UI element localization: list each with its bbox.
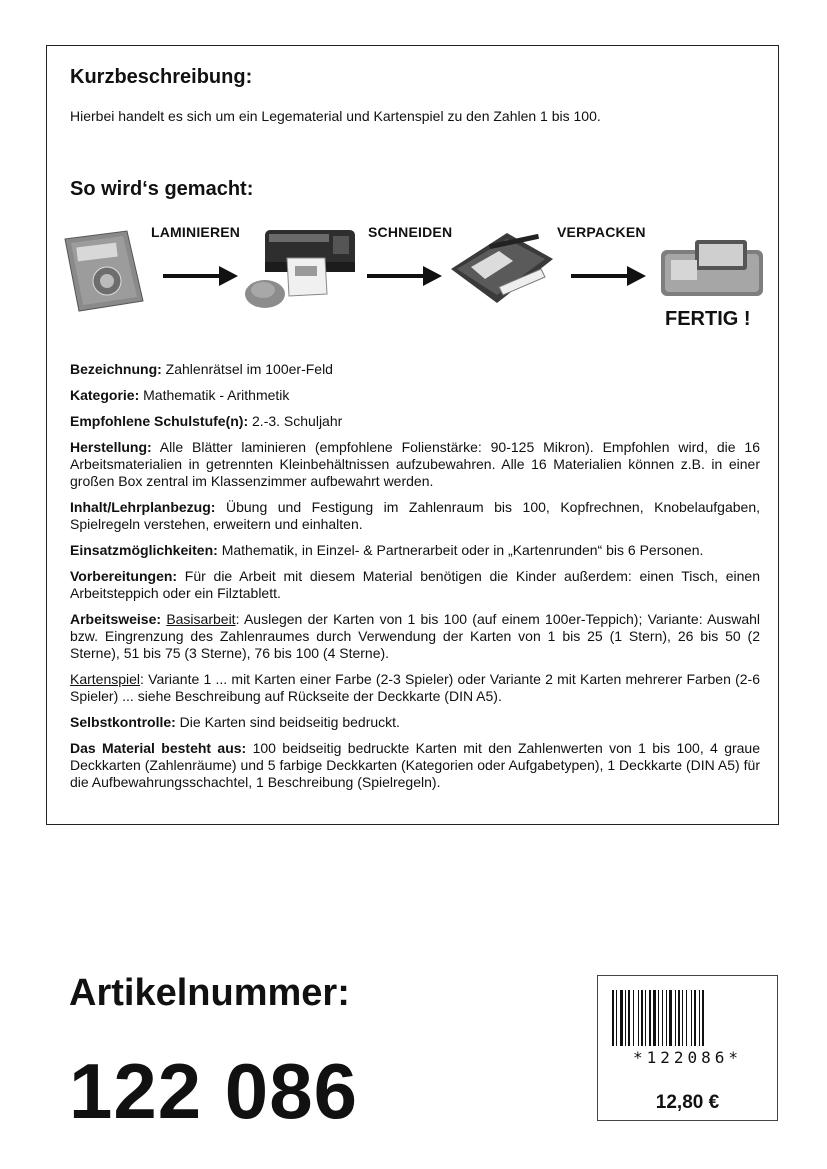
laminator-image [243, 224, 359, 310]
step-cut-label: SCHNEIDEN [368, 224, 453, 240]
arrow-right-icon [163, 265, 239, 287]
detail-grade-level: Empfohlene Schulstufe(n): 2.-3. Schuljahr [70, 413, 343, 429]
step-laminate-label: LAMINIEREN [151, 224, 241, 240]
arrow-right-icon [367, 265, 443, 287]
heading-short-description: Kurzbeschreibung: [70, 66, 253, 88]
detail-designation: Bezeichnung: Zahlenrätsel im 100er-Feld [70, 361, 333, 377]
info-frame [46, 45, 779, 825]
barcode-label [597, 975, 778, 1121]
detail-card-game: Kartenspiel: Variante 1 ... mit Karten einer Farbe (2-3 Spieler) oder Variante 2 mit Karten mehrerer Farben (2-6 Spieler) ... siehe Beschreibung auf Rückseite der Deckkarte (DIN A5). [70, 671, 760, 704]
detail-self-check: Selbstkontrolle: Die Karten sind beidseitig bedruckt. [70, 714, 400, 730]
detail-material-contents: Das Material besteht aus: 100 beidseitig bedruckte Karten mit den Zahlenwerten von 1 bis 100, 4 graue Deckkarten (Zahlenräume) und 5 farbige Deckkarten (Kategorien oder Aufgabetypen), 1 Deckkarte (DIN A5) für die Aufbewahrungsschachtel, 1 Beschreibung (Spielregeln). [70, 740, 761, 790]
detail-use-cases: Einsatzmöglichkeiten: Mathematik, in Einzel- & Partnerarbeit oder in „Kartenrunden“ bis 6 Personen. [70, 542, 704, 558]
arrow-right-icon [571, 265, 647, 287]
step-pack-label: VERPACKEN [557, 224, 646, 240]
heading-how-to: So wird‘s gemacht: [70, 178, 254, 200]
barcode-icon [612, 990, 764, 1046]
paper-cutter-image [449, 229, 555, 305]
details-section [70, 361, 760, 800]
article-number: 122 086 [69, 1047, 358, 1135]
booklet-image [63, 229, 145, 313]
detail-category: Kategorie: Mathematik - Arithmetik [70, 387, 290, 403]
detail-working-method: Arbeitsweise: Basisarbeit: Auslegen der Karten von 1 bis 100 (auf einem 100er-Teppich); Variante: Auswahl bzw. Eingrenzung des Zahlenraumes durch Verwendung der Karten von 1 bis 25 (1 Stern), 26 bis 50 (2 Sterne), 51 bis 75 (3 Sterne), 76 bis 100 (4 Sterne). [70, 611, 761, 661]
detail-production: Herstellung: Alle Blätter laminieren (empfohlene Folienstärke: 90-125 Mikron). Empfohlen wird, die 16 Arbeitsmaterialien in getrennten Kleinbehältnissen aufzubewahren. Alle 16 Materialien können z.B. in einer großen Box zentral im Klassenzimmer aufbewahrt werden. [70, 439, 760, 489]
detail-preparation: Vorbereitungen: Für die Arbeit mit diesem Material benötigen die Kinder außerdem: einen Tisch, einen Arbeitsteppich oder ein Filztablett. [70, 568, 760, 601]
price-label: 12,80 € [655, 1092, 720, 1113]
intro-text: Hierbei handelt es sich um ein Legematerial und Kartenspiel zu den Zahlen 1 bis 100. [70, 108, 601, 124]
done-label: FERTIG ! [665, 308, 751, 330]
article-number-label: Artikelnummer: [69, 972, 350, 1014]
storage-box-image [659, 236, 765, 300]
detail-curriculum: Inhalt/Lehrplanbezug: Übung und Festigung im Zahlenraum bis 100, Kopfrechnen, Knobelaufgaben, Spielregeln verstehen, erweitern und einhalten. [70, 499, 760, 532]
barcode-text: *122086* [632, 1048, 743, 1067]
